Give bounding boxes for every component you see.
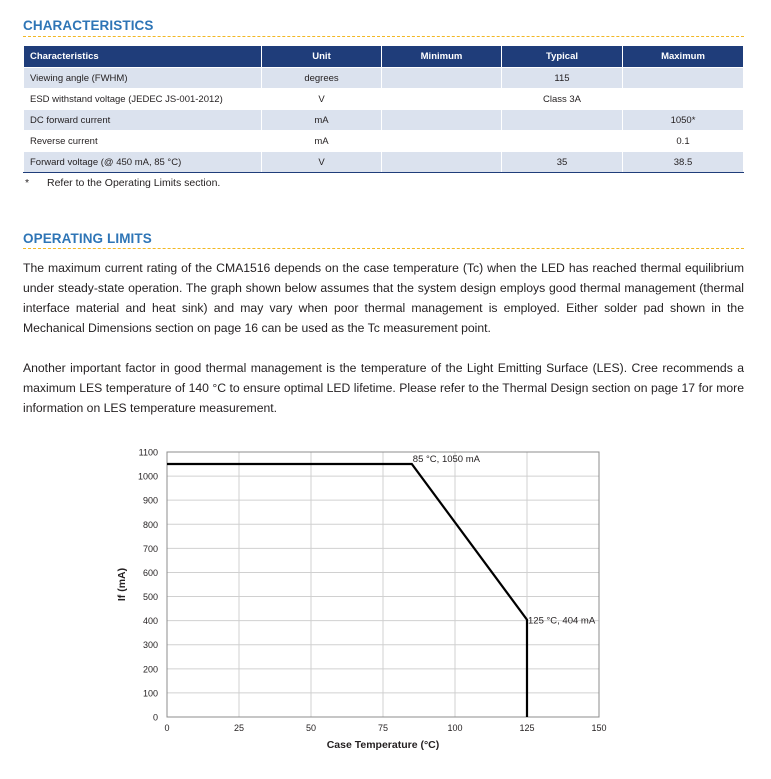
cell-typical: 115 (502, 68, 623, 89)
cell-characteristic: ESD withstand voltage (JEDEC JS-001-2012) (24, 89, 262, 110)
x-tick-label: 75 (377, 723, 389, 733)
col-header-maximum: Maximum (623, 46, 744, 68)
y-tick-label: 0 (152, 712, 158, 723)
y-tick-label: 400 (142, 616, 158, 627)
series-line (167, 464, 527, 717)
y-tick-label: 900 (142, 495, 158, 506)
col-header-minimum: Minimum (382, 46, 502, 68)
table-header-row (24, 46, 744, 68)
cell-characteristic: Reverse current (24, 131, 262, 152)
cell-typical: 35 (502, 152, 623, 173)
cell-maximum: 38.5 (623, 152, 744, 173)
cell-unit: mA (262, 110, 382, 131)
cell-unit: mA (262, 131, 382, 152)
point-annotation: 85 °C, 1050 mA (412, 454, 480, 466)
cell-maximum: 0.1 (623, 131, 744, 152)
x-tick-label: 125 (519, 723, 535, 733)
table-row (24, 110, 744, 131)
characteristics-table (23, 45, 744, 173)
cell-typical (502, 110, 623, 131)
derating-chart-svg (0, 440, 771, 774)
x-tick-label: 100 (447, 723, 463, 733)
characteristics-title: CHARACTERISTICS (23, 18, 154, 33)
cell-maximum (623, 68, 744, 89)
cell-characteristic: Forward voltage (@ 450 mA, 85 °C) (24, 152, 262, 173)
cell-maximum (623, 89, 744, 110)
cell-characteristic: Viewing angle (FWHM) (24, 68, 262, 89)
y-tick-label: 100 (142, 688, 158, 699)
operating-limits-paragraph-2: Another important factor in good thermal management is the temperature of the Light Emitting Surface (LES). Cree recommends a maximum LES temperature of 140 °C to ensure optimal LED lifetime. Please refer to the Thermal Design section on page 17 for more information on LES temperature measurement. (23, 361, 744, 415)
derating-chart (0, 440, 771, 774)
y-tick-label: 500 (142, 592, 158, 603)
table-row (24, 89, 744, 110)
x-tick-label: 50 (305, 723, 317, 733)
x-tick-label: 0 (164, 723, 170, 733)
y-axis-label: If (mA) (116, 567, 128, 602)
y-tick-label: 300 (142, 640, 158, 651)
point-annotation: 125 °C, 404 mA (528, 615, 596, 627)
col-header-typical: Typical (502, 46, 623, 68)
footnote-mark: * (25, 177, 30, 189)
operating-limits-title: OPERATING LIMITS (23, 231, 152, 246)
y-tick-label: 1100 (138, 447, 158, 458)
cell-minimum (382, 68, 502, 89)
table-row (24, 131, 744, 152)
x-tick-label: 25 (233, 723, 245, 733)
x-axis-label: Case Temperature (°C) (326, 739, 440, 751)
col-header-unit: Unit (262, 46, 382, 68)
y-tick-label: 800 (142, 519, 158, 530)
characteristics-rule (23, 36, 744, 37)
y-tick-label: 1000 (137, 471, 158, 482)
cell-typical (502, 131, 623, 152)
cell-minimum (382, 131, 502, 152)
table-row (24, 68, 744, 89)
col-header-characteristics: Characteristics (24, 46, 262, 68)
cell-maximum: 1050* (623, 110, 744, 131)
footnote-text: Refer to the Operating Limits section. (47, 177, 221, 189)
cell-minimum (382, 89, 502, 110)
table-row (24, 152, 744, 173)
x-tick-label: 150 (591, 723, 607, 733)
cell-unit: degrees (262, 68, 382, 89)
y-tick-label: 200 (142, 664, 158, 675)
cell-unit: V (262, 89, 382, 110)
cell-minimum (382, 110, 502, 131)
operating-limits-rule (23, 248, 744, 249)
cell-typical: Class 3A (502, 89, 623, 110)
operating-limits-paragraph-1: The maximum current rating of the CMA1516 depends on the case temperature (Tc) when the LED has reached thermal equilibrium under steady-state operation. The graph shown below assumes that the system design employs good thermal management (thermal interface material and heat sink) and may vary when poor thermal management is employed. Either solder pad shown in the Mechanical Dimensions section on page 16 can be used as the Tc measurement point. (23, 261, 744, 335)
y-tick-label: 600 (142, 567, 158, 578)
cell-characteristic: DC forward current (24, 110, 262, 131)
cell-minimum (382, 152, 502, 173)
y-tick-label: 700 (142, 543, 158, 554)
cell-unit: V (262, 152, 382, 173)
